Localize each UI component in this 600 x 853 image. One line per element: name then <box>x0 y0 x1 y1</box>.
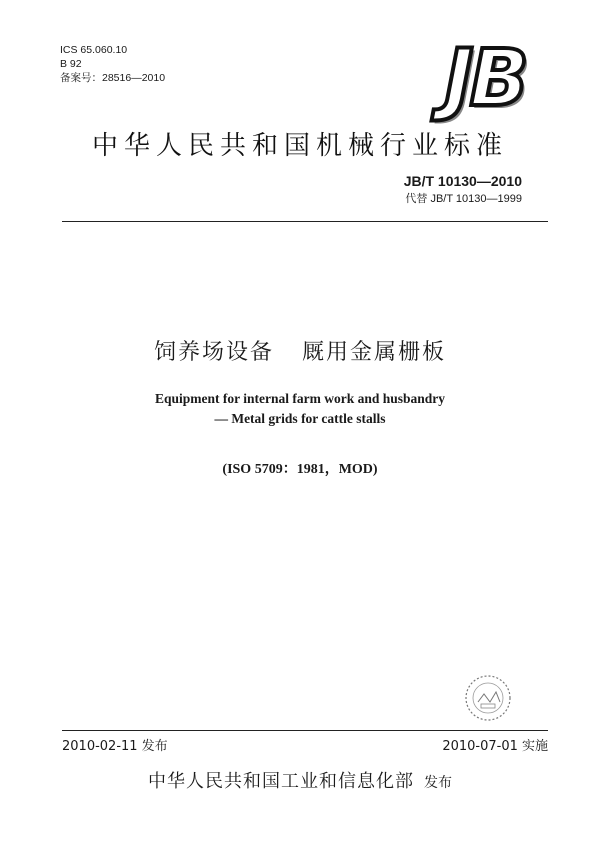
chinese-title <box>0 335 600 366</box>
standard-number: JB/T 10130—2010 <box>403 173 522 189</box>
ics-code: ICS 65.060.10 <box>60 44 128 56</box>
english-title-line2: — Metal grids for cattle stalls <box>214 411 386 426</box>
implementation-date: 2010-07-01 实施 <box>442 739 548 754</box>
bottom-divider <box>62 730 548 731</box>
replaces-standard: 代替 JB/T 10130—1999 <box>405 193 522 205</box>
filing-number: 备案号：28516—2010 <box>60 72 166 84</box>
top-divider <box>62 221 548 222</box>
iso-reference: (ISO 5709：1981，MOD) <box>222 462 378 477</box>
publisher <box>0 767 600 793</box>
jb-logo: JB <box>444 34 525 124</box>
chinese-title-part2: 厩用金属栅板 <box>302 340 447 365</box>
industry-standard-title: 中华人民共和国机械行业标准 <box>91 131 508 161</box>
chinese-title-part1: 饲养场设备 <box>153 340 274 365</box>
issue-date: 2010-02-11 发布 <box>62 739 168 754</box>
publisher-name: 中华人民共和国工业和信息化部 <box>148 771 414 792</box>
english-title-line1: Equipment for internal farm work and husbandry <box>154 391 446 406</box>
ccs-code: B 92 <box>60 58 82 70</box>
publisher-action: 发布 <box>424 775 452 791</box>
library-seal-icon <box>462 672 514 724</box>
